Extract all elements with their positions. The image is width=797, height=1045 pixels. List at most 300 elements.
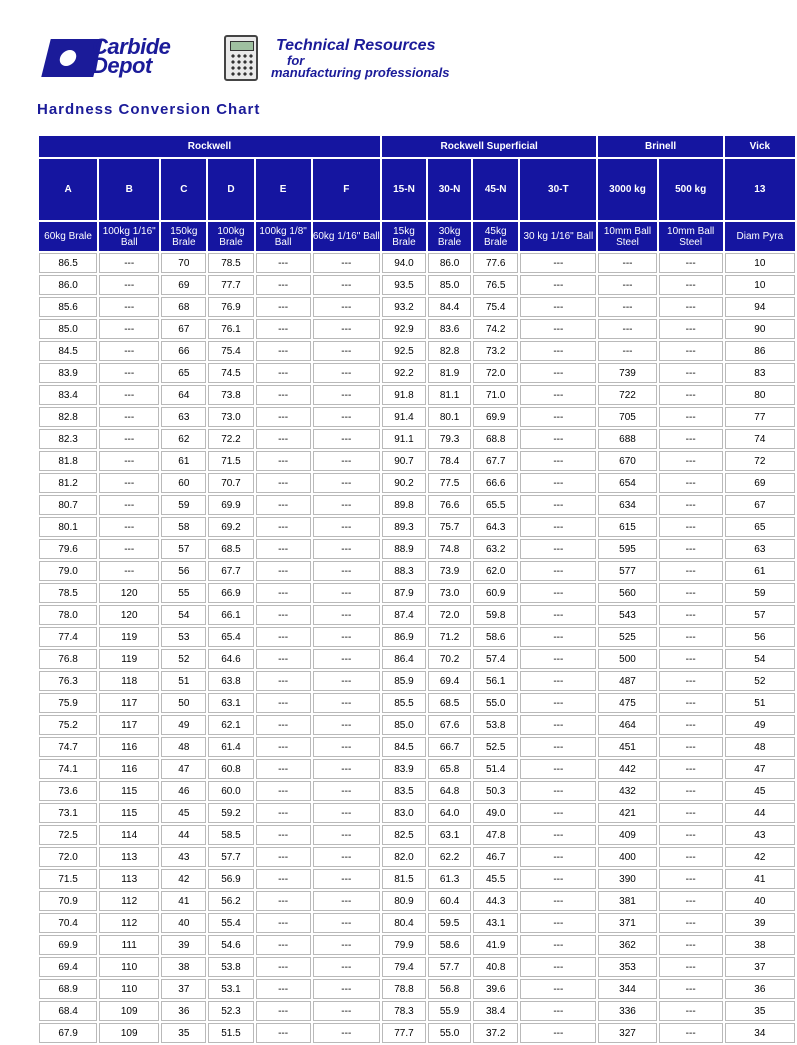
table-cell: --- [659, 935, 723, 955]
table-cell: --- [99, 363, 159, 383]
table-cell: --- [598, 319, 656, 339]
table-cell: 67.6 [428, 715, 471, 735]
table-cell: 62.2 [428, 847, 471, 867]
table-cell: --- [659, 451, 723, 471]
table-cell: 76.1 [208, 319, 253, 339]
table-cell: --- [520, 781, 596, 801]
table-cell: 63.2 [473, 539, 518, 559]
column-subheader: 150kg Brale [161, 222, 206, 251]
table-cell: --- [313, 1001, 380, 1021]
table-cell: --- [313, 253, 380, 273]
column-subheader: 60kg Brale [39, 222, 97, 251]
table-cell: --- [313, 803, 380, 823]
table-cell: 68.9 [39, 979, 97, 999]
table-row [39, 385, 795, 405]
table-cell: --- [313, 451, 380, 471]
table-cell: 58.6 [428, 935, 471, 955]
column-header: 13 [725, 159, 795, 220]
column-subheader: 30 kg 1/16" Ball [520, 222, 596, 251]
table-cell: 80.9 [382, 891, 426, 911]
table-cell: 83 [725, 363, 795, 383]
table-cell: 67.9 [39, 1023, 97, 1043]
table-cell: 85.6 [39, 297, 97, 317]
table-cell: 78.5 [208, 253, 253, 273]
group-header: Rockwell Superficial [382, 136, 597, 157]
table-cell: --- [313, 979, 380, 999]
table-cell: 84.5 [39, 341, 97, 361]
table-cell: 70.9 [39, 891, 97, 911]
table-cell: 37 [161, 979, 206, 999]
table-cell: --- [256, 297, 311, 317]
table-cell: 421 [598, 803, 656, 823]
table-cell: 49.0 [473, 803, 518, 823]
table-row [39, 869, 795, 889]
table-cell: --- [313, 539, 380, 559]
table-cell: 38 [725, 935, 795, 955]
table-cell: 34 [725, 1023, 795, 1043]
column-subheader: Diam Pyra [725, 222, 795, 251]
table-cell: 705 [598, 407, 656, 427]
table-cell: 74.8 [428, 539, 471, 559]
table-cell: 74 [725, 429, 795, 449]
table-cell: --- [659, 715, 723, 735]
carbide-depot-logo-text[interactable] [92, 34, 171, 78]
table-cell: 81.8 [39, 451, 97, 471]
table-cell: 41 [161, 891, 206, 911]
table-cell: 43.1 [473, 913, 518, 933]
table-cell: --- [256, 495, 311, 515]
table-cell: 74.7 [39, 737, 97, 757]
table-cell: --- [313, 319, 380, 339]
table-cell: --- [313, 275, 380, 295]
table-cell: --- [659, 319, 723, 339]
table-cell: 67 [725, 495, 795, 515]
table-cell: 51 [161, 671, 206, 691]
table-cell: --- [520, 737, 596, 757]
table-cell: --- [256, 935, 311, 955]
table-cell: 57 [725, 605, 795, 625]
table-cell: --- [520, 869, 596, 889]
table-cell: 75.4 [208, 341, 253, 361]
table-cell: 73.0 [428, 583, 471, 603]
calculator-icon [224, 35, 258, 81]
table-cell: --- [659, 1023, 723, 1043]
table-cell: --- [99, 561, 159, 581]
table-cell: 46 [161, 781, 206, 801]
table-cell: 64.8 [428, 781, 471, 801]
table-cell: --- [313, 715, 380, 735]
table-cell: --- [659, 363, 723, 383]
table-row [39, 957, 795, 977]
table-cell: 69 [725, 473, 795, 493]
table-cell: 86.0 [428, 253, 471, 273]
table-cell: 69.4 [39, 957, 97, 977]
table-cell: 70 [161, 253, 206, 273]
table-cell: 451 [598, 737, 656, 757]
table-cell: 36 [725, 979, 795, 999]
table-cell: --- [520, 561, 596, 581]
table-cell: 92.2 [382, 363, 426, 383]
table-cell: 41.9 [473, 935, 518, 955]
table-cell: --- [313, 429, 380, 449]
table-cell: 77.7 [208, 275, 253, 295]
table-cell: 92.9 [382, 319, 426, 339]
table-cell: --- [659, 759, 723, 779]
table-row [39, 847, 795, 867]
table-cell: 69 [161, 275, 206, 295]
table-cell: 54 [725, 649, 795, 669]
table-cell: 83.5 [382, 781, 426, 801]
table-cell: 39 [725, 913, 795, 933]
table-cell: --- [520, 517, 596, 537]
table-row [39, 297, 795, 317]
table-cell: 71.5 [39, 869, 97, 889]
table-cell: 41 [725, 869, 795, 889]
table-cell: 110 [99, 957, 159, 977]
table-cell: --- [520, 891, 596, 911]
table-cell: 69.4 [428, 671, 471, 691]
hardness-conversion-table [37, 134, 797, 1045]
column-header: A [39, 159, 97, 220]
table-cell: 53 [161, 627, 206, 647]
table-cell: --- [99, 407, 159, 427]
table-cell: --- [313, 627, 380, 647]
table-cell: 51.5 [208, 1023, 253, 1043]
table-cell: --- [313, 561, 380, 581]
table-cell: --- [520, 297, 596, 317]
table-cell: 75.9 [39, 693, 97, 713]
table-cell: --- [256, 781, 311, 801]
table-cell: 72.0 [39, 847, 97, 867]
table-cell: 53.8 [473, 715, 518, 735]
column-subheader: 100kg 1/16" Ball [99, 222, 159, 251]
table-cell: 69.9 [473, 407, 518, 427]
table-cell: --- [256, 407, 311, 427]
table-cell: 400 [598, 847, 656, 867]
table-cell: 81.1 [428, 385, 471, 405]
table-row [39, 891, 795, 911]
table-cell: --- [659, 473, 723, 493]
table-cell: 353 [598, 957, 656, 977]
table-cell: --- [256, 803, 311, 823]
table-cell: 475 [598, 693, 656, 713]
table-cell: --- [256, 693, 311, 713]
table-cell: 52.3 [208, 1001, 253, 1021]
table-cell: 38.4 [473, 1001, 518, 1021]
table-cell: 40 [161, 913, 206, 933]
table-cell: 55.0 [473, 693, 518, 713]
column-subheader: 10mm Ball Steel [598, 222, 656, 251]
table-cell: 688 [598, 429, 656, 449]
table-cell: 113 [99, 847, 159, 867]
table-cell: 595 [598, 539, 656, 559]
table-cell: --- [659, 275, 723, 295]
table-cell: 55.9 [428, 1001, 471, 1021]
table-cell: 45 [161, 803, 206, 823]
table-cell: --- [598, 341, 656, 361]
table-cell: 57.4 [473, 649, 518, 669]
table-cell: --- [659, 847, 723, 867]
table-cell: 68.4 [39, 1001, 97, 1021]
table-cell: --- [659, 341, 723, 361]
table-cell: 70.4 [39, 913, 97, 933]
table-cell: 48 [725, 737, 795, 757]
table-cell: 85.0 [428, 275, 471, 295]
table-cell: 37.2 [473, 1023, 518, 1043]
table-cell: --- [520, 979, 596, 999]
column-subheader: 10mm Ball Steel [659, 222, 723, 251]
table-cell: 86.9 [382, 627, 426, 647]
table-cell: 66.9 [208, 583, 253, 603]
table-cell: --- [659, 253, 723, 273]
table-cell: --- [520, 759, 596, 779]
table-cell: 115 [99, 803, 159, 823]
table-cell: --- [659, 539, 723, 559]
table-cell: 88.3 [382, 561, 426, 581]
table-cell: 66.6 [473, 473, 518, 493]
table-cell: 722 [598, 385, 656, 405]
table-cell: 56.8 [428, 979, 471, 999]
column-subheader: 100kg Brale [208, 222, 253, 251]
table-cell: --- [256, 341, 311, 361]
table-cell: --- [313, 341, 380, 361]
table-row [39, 451, 795, 471]
table-cell: --- [99, 517, 159, 537]
table-cell: 81.5 [382, 869, 426, 889]
table-cell: 75.7 [428, 517, 471, 537]
table-cell: 381 [598, 891, 656, 911]
table-cell: --- [520, 253, 596, 273]
table-cell: 94 [725, 297, 795, 317]
table-cell: 81.2 [39, 473, 97, 493]
table-cell: --- [99, 385, 159, 405]
table-cell: --- [659, 957, 723, 977]
column-header: 3000 kg [598, 159, 656, 220]
table-cell: --- [256, 825, 311, 845]
table-row [39, 495, 795, 515]
table-cell: 47.8 [473, 825, 518, 845]
table-cell: 72.0 [473, 363, 518, 383]
table-cell: 82.0 [382, 847, 426, 867]
table-cell: 110 [99, 979, 159, 999]
table-cell: 77 [725, 407, 795, 427]
table-cell: 39 [161, 935, 206, 955]
table-cell: --- [520, 407, 596, 427]
table-cell: --- [256, 539, 311, 559]
technical-resources-title: Technical Resources [276, 37, 436, 54]
group-header: Vick [725, 136, 795, 157]
table-cell: 90 [725, 319, 795, 339]
table-cell: 442 [598, 759, 656, 779]
table-cell: --- [598, 297, 656, 317]
table-cell: 73.6 [39, 781, 97, 801]
table-cell: 71.5 [208, 451, 253, 471]
table-cell: 74.2 [473, 319, 518, 339]
column-subheader: 60kg 1/16" Ball [313, 222, 380, 251]
table-cell: 371 [598, 913, 656, 933]
table-row [39, 473, 795, 493]
table-cell: 78.4 [428, 451, 471, 471]
table-cell: 65.8 [428, 759, 471, 779]
table-row [39, 803, 795, 823]
table-row [39, 781, 795, 801]
table-cell: 77.7 [382, 1023, 426, 1043]
table-cell: --- [313, 473, 380, 493]
table-cell: 56.2 [208, 891, 253, 911]
table-cell: 63.1 [208, 693, 253, 713]
table-cell: 79.3 [428, 429, 471, 449]
table-cell: 68 [161, 297, 206, 317]
table-cell: 390 [598, 869, 656, 889]
table-cell: 40 [725, 891, 795, 911]
table-cell: 116 [99, 737, 159, 757]
table-cell: --- [256, 715, 311, 735]
table-cell: 500 [598, 649, 656, 669]
table-cell: --- [256, 671, 311, 691]
table-cell: 89.8 [382, 495, 426, 515]
table-cell: --- [256, 605, 311, 625]
table-cell: 68.8 [473, 429, 518, 449]
table-cell: --- [520, 473, 596, 493]
table-cell: 62 [161, 429, 206, 449]
table-cell: 40.8 [473, 957, 518, 977]
table-cell: --- [256, 385, 311, 405]
technical-resources-for: for [287, 53, 305, 68]
table-cell: --- [659, 385, 723, 405]
table-cell: 487 [598, 671, 656, 691]
table-cell: --- [659, 671, 723, 691]
table-cell: 93.5 [382, 275, 426, 295]
table-cell: --- [313, 737, 380, 757]
table-cell: --- [313, 517, 380, 537]
table-cell: 68.5 [208, 539, 253, 559]
table-cell: 80.1 [428, 407, 471, 427]
table-cell: --- [313, 385, 380, 405]
table-cell: 35 [725, 1001, 795, 1021]
table-cell: 79.4 [382, 957, 426, 977]
table-cell: 10 [725, 253, 795, 273]
table-cell: 63.8 [208, 671, 253, 691]
table-cell: --- [659, 429, 723, 449]
table-cell: --- [313, 605, 380, 625]
table-cell: --- [313, 693, 380, 713]
table-cell: 83.9 [39, 363, 97, 383]
table-cell: --- [659, 825, 723, 845]
table-cell: 67 [161, 319, 206, 339]
table-cell: 560 [598, 583, 656, 603]
column-subheader: 45kg Brale [473, 222, 518, 251]
table-cell: 70.7 [208, 473, 253, 493]
table-cell: 60.0 [208, 781, 253, 801]
table-cell: --- [313, 781, 380, 801]
table-cell: 62.1 [208, 715, 253, 735]
table-cell: 72.2 [208, 429, 253, 449]
table-cell: 57.7 [428, 957, 471, 977]
table-cell: --- [520, 935, 596, 955]
table-cell: 63.1 [428, 825, 471, 845]
table-cell: --- [256, 1001, 311, 1021]
column-header: 30-T [520, 159, 596, 220]
table-cell: 78.8 [382, 979, 426, 999]
table-cell: 61.3 [428, 869, 471, 889]
table-cell: --- [520, 957, 596, 977]
table-cell: 112 [99, 913, 159, 933]
table-cell: 72.0 [428, 605, 471, 625]
table-cell: 57 [161, 539, 206, 559]
table-cell: 59.8 [473, 605, 518, 625]
table-cell: --- [659, 627, 723, 647]
table-row [39, 429, 795, 449]
column-label-row [39, 159, 795, 220]
table-cell: 109 [99, 1023, 159, 1043]
table-cell: 670 [598, 451, 656, 471]
table-cell: 91.4 [382, 407, 426, 427]
table-cell: 71.2 [428, 627, 471, 647]
table-cell: 36 [161, 1001, 206, 1021]
table-cell: 88.9 [382, 539, 426, 559]
table-row [39, 517, 795, 537]
table-cell: --- [256, 759, 311, 779]
table-cell: 85.9 [382, 671, 426, 691]
table-cell: 44.3 [473, 891, 518, 911]
table-cell: --- [256, 979, 311, 999]
table-cell: 39.6 [473, 979, 518, 999]
table-row [39, 825, 795, 845]
table-cell: 80 [725, 385, 795, 405]
table-cell: 43 [725, 825, 795, 845]
column-header: B [99, 159, 159, 220]
table-cell: 432 [598, 781, 656, 801]
table-cell: 49 [161, 715, 206, 735]
table-cell: 60.9 [473, 583, 518, 603]
table-cell: 83.0 [382, 803, 426, 823]
table-cell: 55.0 [428, 1023, 471, 1043]
table-cell: --- [520, 1023, 596, 1043]
table-cell: --- [520, 715, 596, 735]
table-cell: 76.6 [428, 495, 471, 515]
table-cell: 57.7 [208, 847, 253, 867]
column-subheader: 30kg Brale [428, 222, 471, 251]
table-cell: 111 [99, 935, 159, 955]
table-cell: --- [256, 429, 311, 449]
table-cell: 54 [161, 605, 206, 625]
table-cell: 119 [99, 649, 159, 669]
table-cell: 336 [598, 1001, 656, 1021]
column-header: F [313, 159, 380, 220]
table-cell: 76.5 [473, 275, 518, 295]
table-row [39, 759, 795, 779]
table-cell: 61.4 [208, 737, 253, 757]
table-cell: 46.7 [473, 847, 518, 867]
table-row [39, 561, 795, 581]
table-cell: --- [256, 561, 311, 581]
group-header: Rockwell [39, 136, 380, 157]
table-cell: --- [313, 649, 380, 669]
table-cell: 59 [161, 495, 206, 515]
table-cell: --- [99, 341, 159, 361]
group-header-row [39, 136, 795, 157]
table-cell: 69.2 [208, 517, 253, 537]
table-cell: --- [659, 561, 723, 581]
table-cell: 64.0 [428, 803, 471, 823]
table-cell: 84.4 [428, 297, 471, 317]
table-cell: 45 [725, 781, 795, 801]
table-cell: 77.6 [473, 253, 518, 273]
table-cell: 77.5 [428, 473, 471, 493]
table-cell: 74.5 [208, 363, 253, 383]
table-row [39, 341, 795, 361]
table-cell: 53.8 [208, 957, 253, 977]
